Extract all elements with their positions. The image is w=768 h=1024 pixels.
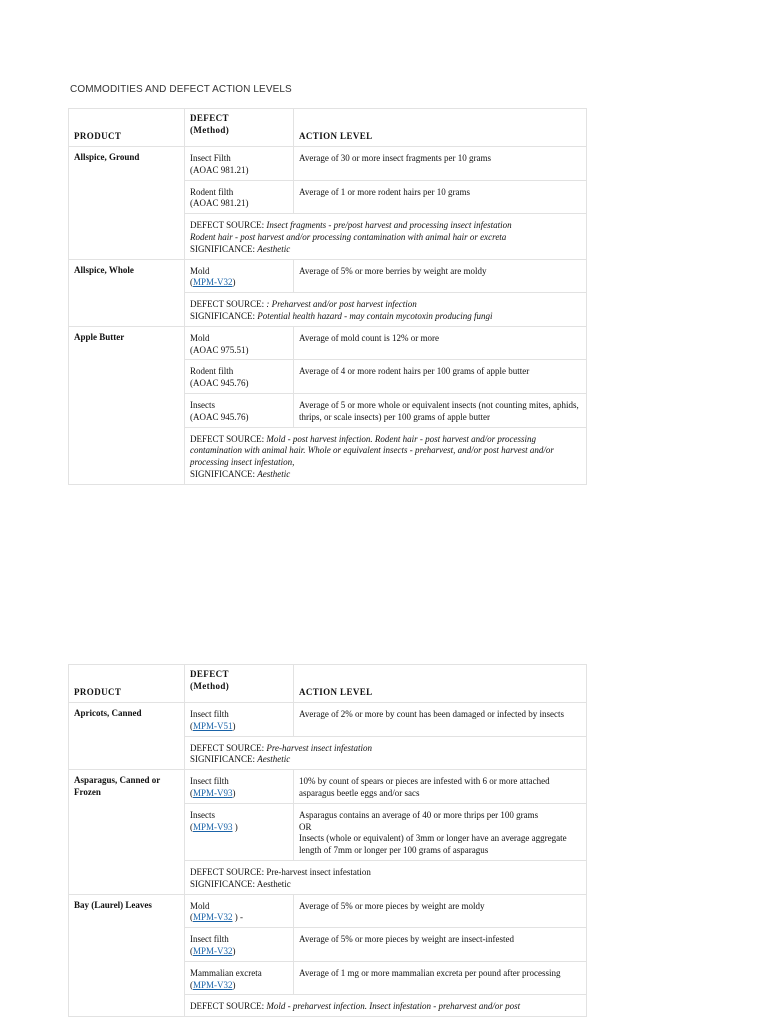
defect-name: Rodent filth bbox=[190, 366, 234, 377]
method-paren: ) - bbox=[232, 912, 244, 923]
table-header-row bbox=[69, 109, 587, 147]
defect-name: Mold bbox=[190, 265, 210, 276]
table-header-row bbox=[69, 665, 587, 703]
action-or: OR bbox=[299, 821, 312, 832]
method-paren: ) bbox=[232, 821, 238, 832]
header-defect bbox=[185, 665, 294, 703]
defect-table-1 bbox=[68, 108, 587, 485]
header-method-label: (Method) bbox=[190, 680, 230, 691]
defect-source-cell bbox=[185, 736, 587, 770]
method-paren: ( bbox=[190, 787, 193, 798]
action-text: Asparagus contains an average of 40 or more thrips per 100 grams bbox=[299, 809, 539, 820]
product-allspice-whole: Allspice, Whole bbox=[69, 259, 185, 326]
defect-cell bbox=[185, 326, 294, 360]
method-link-mpm-v32[interactable]: MPM-V32 bbox=[193, 945, 233, 956]
table-row bbox=[69, 894, 587, 928]
header-defect bbox=[185, 109, 294, 147]
source-label: DEFECT SOURCE: bbox=[190, 742, 265, 753]
product-asparagus: Asparagus, Canned or Frozen bbox=[69, 770, 185, 894]
source-text: Mold - preharvest infection. Insect infestation - preharvest and/or post bbox=[266, 1001, 521, 1012]
defect-name: Mammalian excreta bbox=[190, 967, 262, 978]
header-defect-label: DEFECT bbox=[190, 669, 229, 679]
method-paren: ) bbox=[232, 945, 236, 956]
source-label: DEFECT SOURCE: bbox=[190, 299, 265, 310]
method-paren: ) bbox=[232, 979, 236, 990]
action-level-cell: Average of 5% or more berries by weight are moldy bbox=[294, 259, 587, 293]
defect-cell bbox=[185, 703, 294, 737]
significance-text: Aesthetic bbox=[257, 754, 291, 765]
significance-text: Aesthetic bbox=[257, 468, 291, 479]
method-paren: ( bbox=[190, 912, 193, 923]
significance-label: SIGNIFICANCE: bbox=[190, 468, 256, 479]
method-link-mpm-v32[interactable]: MPM-V32 bbox=[193, 979, 233, 990]
action-level-cell: Average of mold count is 12% or more bbox=[294, 326, 587, 360]
significance-text: Aesthetic bbox=[256, 878, 291, 889]
source-text: Pre-harvest insect infestation bbox=[266, 866, 371, 877]
defect-name: Insect filth bbox=[190, 709, 229, 719]
table-row bbox=[69, 259, 587, 293]
source-text-2: Rodent hair - post harvest and/or processing contamination with animal hair or excreta bbox=[190, 231, 507, 242]
defect-cell bbox=[185, 894, 294, 928]
defect-method: (AOAC 975.51) bbox=[190, 344, 249, 355]
defect-cell bbox=[185, 961, 294, 995]
defect-cell bbox=[185, 180, 294, 214]
action-level-cell: 10% by count of spears or pieces are infested with 6 or more attached asparagus beetle eggs and/or sacs bbox=[294, 770, 587, 804]
table-row bbox=[69, 326, 587, 360]
defect-source-cell bbox=[185, 214, 587, 259]
source-label: DEFECT SOURCE: bbox=[190, 1001, 265, 1012]
defect-method: (AOAC 945.76) bbox=[190, 378, 249, 389]
method-paren: ) bbox=[232, 720, 236, 731]
source-text: Mold - post harvest infection. Rodent hair - post harvest and/or processing contamination with animal hair. Whole or equivalent insects - preharvest, and/or post harvest and/or processing insect infestation, bbox=[190, 433, 554, 468]
defect-source-cell bbox=[185, 995, 587, 1017]
defect-name: Insect Filth bbox=[190, 153, 231, 163]
method-link-mpm-v51[interactable]: MPM-V51 bbox=[193, 720, 233, 731]
action-level-cell: Average of 4 or more rodent hairs per 100 grams of apple butter bbox=[294, 360, 587, 394]
method-paren: ( bbox=[190, 720, 193, 731]
significance-text: Potential health hazard - may contain mycotoxin producing fungi bbox=[257, 310, 493, 321]
action-text-2: Insects (whole or equivalent) of 3mm or longer have an average aggregate length of 7mm or longer per 100 grams of asparagus bbox=[299, 833, 567, 856]
action-level-cell: Average of 5 or more whole or equivalent insects (not counting mites, aphids, thrips, or scale insects) per 100 grams of apple butter bbox=[294, 393, 587, 427]
defect-cell bbox=[185, 360, 294, 394]
significance-label: SIGNIFICANCE: bbox=[190, 243, 256, 254]
method-link-mpm-v93[interactable]: MPM-V93 bbox=[193, 787, 233, 798]
defect-cell bbox=[185, 259, 294, 293]
defect-cell bbox=[185, 803, 294, 860]
significance-text: Aesthetic bbox=[257, 243, 291, 254]
defect-cell bbox=[185, 147, 294, 181]
method-paren: ) bbox=[232, 277, 236, 288]
action-level-cell: Average of 1 or more rodent hairs per 10 grams bbox=[294, 180, 587, 214]
defect-name: Insect filth bbox=[190, 776, 229, 787]
defect-cell bbox=[185, 770, 294, 804]
product-allspice-ground: Allspice, Ground bbox=[69, 147, 185, 260]
product-apple-butter: Apple Butter bbox=[69, 326, 185, 484]
defect-name: Rodent filth bbox=[190, 186, 234, 197]
document-title: COMMODITIES AND DEFECT ACTION LEVELS bbox=[70, 84, 292, 95]
defect-source-cell bbox=[185, 293, 587, 327]
defect-name: Insect filth bbox=[190, 934, 229, 945]
significance-label: SIGNIFICANCE: bbox=[190, 878, 256, 889]
header-action-level: ACTION LEVEL bbox=[294, 109, 587, 147]
table-row bbox=[69, 703, 587, 737]
method-paren: ) bbox=[232, 787, 236, 798]
source-label: DEFECT SOURCE: bbox=[190, 866, 265, 877]
defect-name: Insects bbox=[190, 399, 215, 410]
source-text: Pre-harvest insect infestation bbox=[266, 742, 373, 753]
action-level-cell: Average of 5% or more pieces by weight are moldy bbox=[294, 894, 587, 928]
defect-name: Insects bbox=[190, 809, 215, 820]
defect-source-cell bbox=[185, 427, 587, 484]
source-text: Insect fragments - pre/post harvest and processing insect infestation bbox=[266, 220, 512, 231]
action-level-cell: Average of 5% or more pieces by weight are insect-infested bbox=[294, 928, 587, 962]
table-row bbox=[69, 147, 587, 181]
method-paren: ( bbox=[190, 277, 193, 288]
defect-source-cell bbox=[185, 860, 587, 894]
method-paren: ( bbox=[190, 821, 193, 832]
source-text: : Preharvest and/or post harvest infection bbox=[266, 299, 417, 310]
product-bay-leaves: Bay (Laurel) Leaves bbox=[69, 894, 185, 1017]
table-row bbox=[69, 770, 587, 804]
defect-cell bbox=[185, 928, 294, 962]
method-link-mpm-v32[interactable]: MPM-V32 bbox=[193, 277, 233, 288]
source-label: DEFECT SOURCE: bbox=[190, 220, 265, 231]
method-paren: ( bbox=[190, 979, 193, 990]
product-apricots-canned: Apricots, Canned bbox=[69, 703, 185, 770]
source-label: DEFECT SOURCE: bbox=[190, 433, 265, 444]
action-level-cell: Average of 1 mg or more mammalian excreta per pound after processing bbox=[294, 961, 587, 995]
header-product: PRODUCT bbox=[69, 109, 185, 147]
significance-label: SIGNIFICANCE: bbox=[190, 310, 256, 321]
defect-method: (AOAC 981.21) bbox=[190, 198, 249, 209]
defect-method: (AOAC 981.21) bbox=[190, 164, 249, 175]
method-link-mpm-v93[interactable]: MPM-V93 bbox=[193, 821, 233, 832]
header-defect-label: DEFECT bbox=[190, 113, 229, 123]
action-level-cell: Average of 30 or more insect fragments per 10 grams bbox=[294, 147, 587, 181]
action-level-cell bbox=[294, 803, 587, 860]
header-product: PRODUCT bbox=[69, 665, 185, 703]
defect-method: (AOAC 945.76) bbox=[190, 411, 249, 422]
header-action-level: ACTION LEVEL bbox=[294, 665, 587, 703]
method-link-mpm-v32[interactable]: MPM-V32 bbox=[193, 912, 233, 923]
defect-table-2 bbox=[68, 664, 587, 1017]
defect-name: Mold bbox=[190, 900, 210, 911]
header-method-label: (Method) bbox=[190, 124, 230, 135]
significance-label: SIGNIFICANCE: bbox=[190, 754, 256, 765]
method-paren: ( bbox=[190, 945, 193, 956]
defect-name: Mold bbox=[190, 332, 210, 343]
action-level-cell: Average of 2% or more by count has been damaged or infected by insects bbox=[294, 703, 587, 737]
defect-cell bbox=[185, 393, 294, 427]
